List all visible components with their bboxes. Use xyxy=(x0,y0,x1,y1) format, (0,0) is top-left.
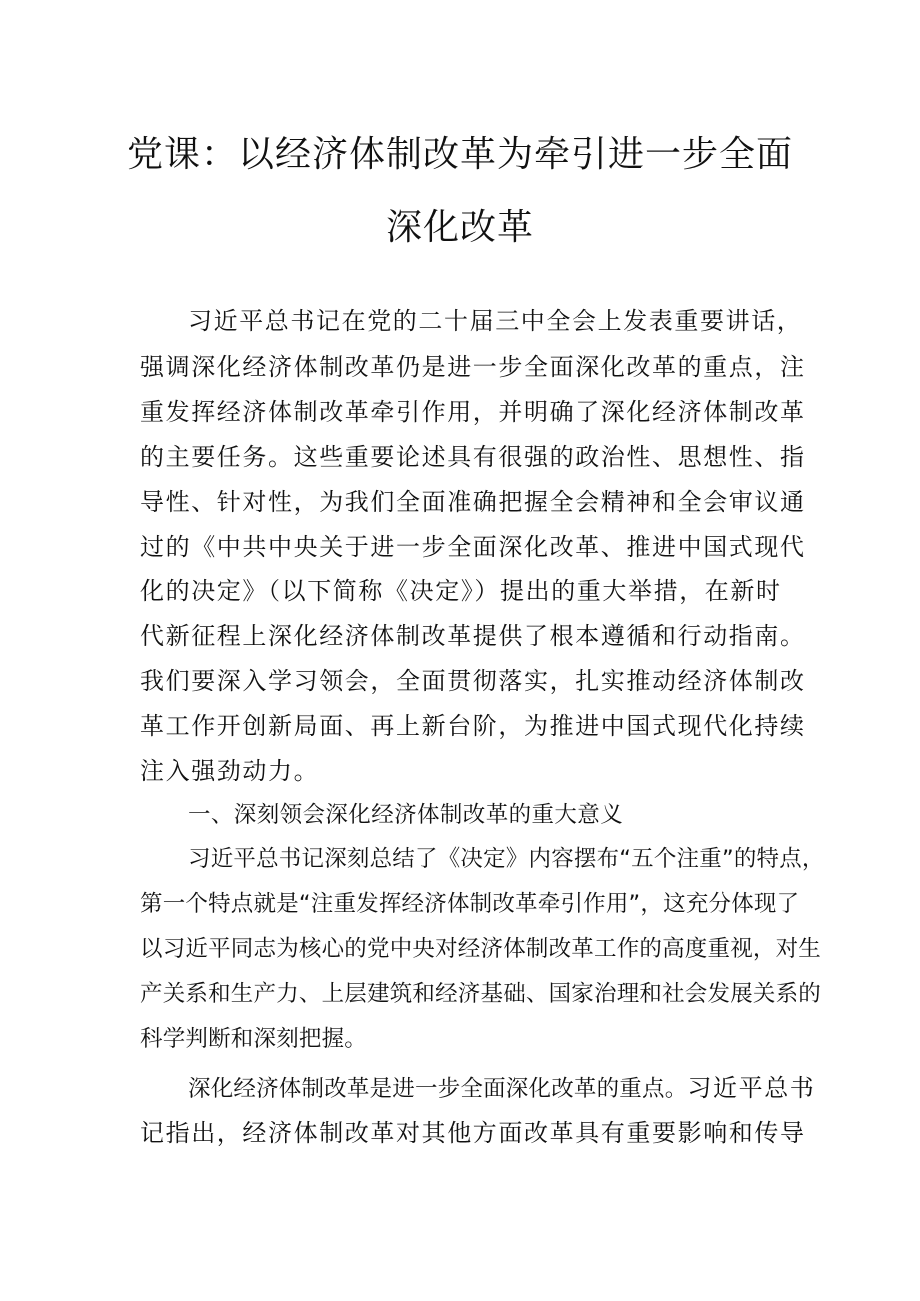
paragraph-line: 化的决定》（以下简称《决定》）提出的重大举措，在新时 xyxy=(140,577,782,605)
paragraph-line: 第一个特点就是“注重发挥经济体制改革牵引作用”，这充分体现了 xyxy=(140,891,800,917)
paragraph-line: 记指出，经济体制改革对其他方面改革具有重要影响和传导 xyxy=(140,1119,806,1147)
paragraph-3-lead-sentence: 深化经济体制改革是进一步全面深化改革的重点。 xyxy=(188,1076,688,1102)
document-title-line-2: 深化改革 xyxy=(385,207,534,248)
document-title-line-1: 党课：以经济体制改革为牵引进一步全面 xyxy=(126,134,793,175)
paragraph-line: 习近平总书记在党的二十届三中全会上发表重要讲话， xyxy=(188,307,803,335)
paragraph-line: 过的《中共中央关于进一步全面深化改革、推进中国式现代 xyxy=(140,533,806,561)
paragraph-line xyxy=(188,1076,815,1101)
paragraph-line: 产关系和生产力、上层建筑和经济基础、国家治理和社会发展关系的 xyxy=(140,981,822,1007)
paragraph-line: 以习近平同志为核心的党中央对经济体制改革工作的高度重视，对生 xyxy=(140,936,822,962)
section-heading: 一、深刻领会深化经济体制改革的重大意义 xyxy=(188,802,624,828)
paragraph-line: 强调深化经济体制改革仍是进一步全面深化改革的重点，注 xyxy=(140,353,806,381)
paragraph-line: 导性、针对性，为我们全面准确把握全会精神和全会审议通 xyxy=(140,488,806,516)
paragraph-line: 的主要任务。这些重要论述具有很强的政治性、思想性、指 xyxy=(140,443,806,471)
paragraph-line: 我们要深入学习领会，全面贯彻落实，扎实推动经济体制改 xyxy=(140,667,806,695)
paragraph-line: 代新征程上深化经济体制改革提供了根本遵循和行动指南。 xyxy=(140,622,806,650)
paragraph-3-continuation: 习近平总书 xyxy=(687,1074,816,1102)
paragraph-line: 重发挥经济体制改革牵引作用，并明确了深化经济体制改革 xyxy=(140,398,806,426)
paragraph-line: 注入强劲动力。 xyxy=(140,757,320,785)
paragraph-line: 革工作开创新局面、再上新台阶，为推进中国式现代化持续 xyxy=(140,712,806,740)
paragraph-line: 习近平总书记深刻总结了《决定》内容摆布“五个注重”的特点， xyxy=(188,846,825,872)
paragraph-line: 科学判断和深刻把握。 xyxy=(140,1026,368,1052)
